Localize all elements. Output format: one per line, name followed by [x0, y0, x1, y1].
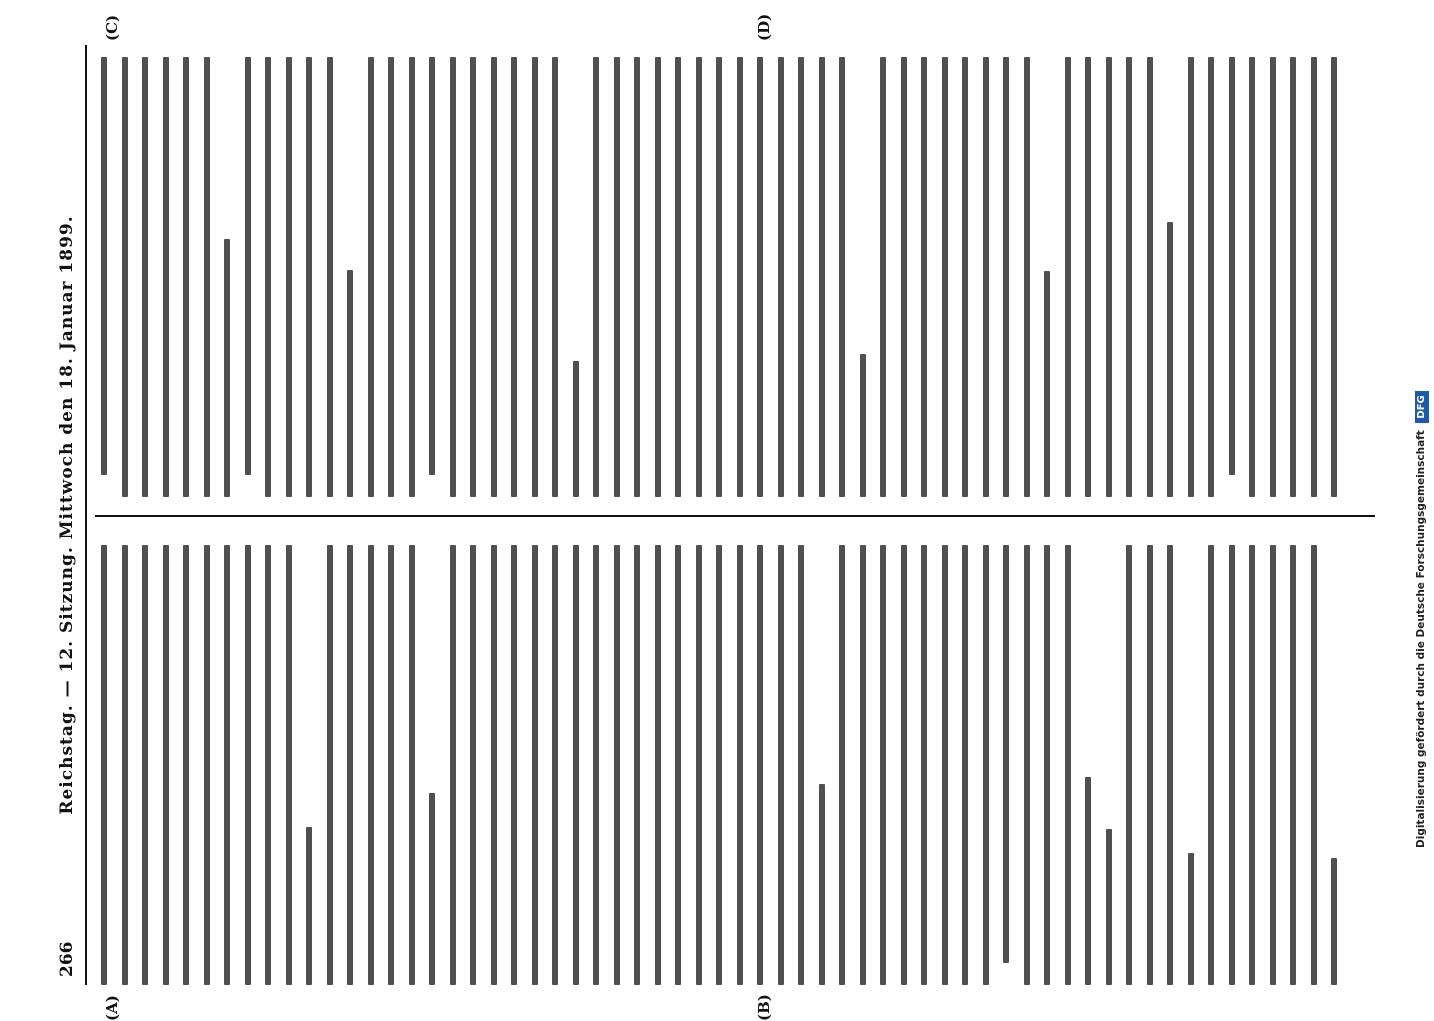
- text-line: [778, 57, 784, 497]
- text-line: [716, 545, 722, 985]
- text-line: [327, 57, 333, 497]
- text-line: [1270, 545, 1276, 985]
- text-line: [614, 57, 620, 497]
- text-line: [1044, 272, 1050, 498]
- text-line: [1331, 57, 1337, 497]
- text-line: [1290, 545, 1296, 985]
- text-line: [696, 545, 702, 985]
- text-line: [942, 57, 948, 497]
- text-line: [1024, 57, 1030, 497]
- text-line: [1311, 545, 1317, 985]
- text-line: [224, 545, 230, 985]
- text-line: [1147, 545, 1153, 985]
- text-line: [921, 545, 927, 985]
- text-line: [614, 545, 620, 985]
- rotated-document-page: [55, 13, 1385, 1021]
- text-line: [655, 57, 661, 497]
- text-line: [1208, 57, 1214, 497]
- text-line: [1249, 57, 1255, 497]
- text-line: [327, 545, 333, 985]
- text-line: [245, 545, 251, 985]
- digitization-notice: [1410, 8, 1432, 848]
- text-line: [983, 57, 989, 497]
- text-line: [757, 57, 763, 497]
- text-line: [1126, 57, 1132, 497]
- header-rule: [85, 45, 87, 985]
- text-line: [921, 57, 927, 497]
- text-line: [204, 545, 210, 985]
- column-divider: [95, 516, 1375, 518]
- text-line: [880, 57, 886, 497]
- text-line: [101, 57, 107, 475]
- text-line: [1229, 57, 1235, 475]
- text-line: [122, 545, 128, 985]
- text-line: [1188, 57, 1194, 497]
- text-line: [1085, 57, 1091, 497]
- text-line: [819, 57, 825, 497]
- text-line: [901, 545, 907, 985]
- text-line: [450, 57, 456, 497]
- text-line: [716, 57, 722, 497]
- text-line: [675, 57, 681, 497]
- text-line: [265, 545, 271, 985]
- text-column-left: [95, 533, 1375, 985]
- text-line: [142, 545, 148, 985]
- text-line: [163, 545, 169, 985]
- text-line: [245, 57, 251, 475]
- text-line: [798, 545, 804, 985]
- text-line: [306, 827, 312, 985]
- text-line: [1126, 545, 1132, 985]
- text-line: [1003, 545, 1009, 963]
- text-line: [1147, 57, 1153, 497]
- text-line: [1208, 545, 1214, 985]
- text-line: [183, 545, 189, 985]
- text-line: [860, 545, 866, 985]
- text-line: [880, 545, 886, 985]
- text-line: [798, 57, 804, 497]
- text-line: [450, 545, 456, 985]
- text-line: [1290, 57, 1296, 497]
- text-line: [962, 545, 968, 985]
- text-line: [778, 545, 784, 985]
- digitization-notice-label: Digitalisierung gefördert durch die Deutsche Forschungsgemeinschaft: [1415, 430, 1427, 848]
- text-line: [675, 545, 681, 985]
- text-line: [1106, 829, 1112, 985]
- text-line: [573, 545, 579, 985]
- text-line: [429, 793, 435, 985]
- text-line: [839, 545, 845, 985]
- text-line: [1024, 545, 1030, 985]
- margin-letter-a: (A): [103, 995, 121, 1021]
- text-line: [962, 57, 968, 497]
- text-line: [1065, 545, 1071, 985]
- text-line: [347, 270, 353, 497]
- text-line: [388, 545, 394, 985]
- text-line: [286, 545, 292, 985]
- text-line: [142, 57, 148, 497]
- text-line: [163, 57, 169, 497]
- text-line: [265, 57, 271, 497]
- text-line: [368, 545, 374, 985]
- text-line: [122, 57, 128, 497]
- text-line: [983, 545, 989, 985]
- text-line: [1003, 57, 1009, 497]
- text-line: [1188, 853, 1194, 985]
- text-line: [860, 354, 866, 497]
- dfg-logo: DFG: [1415, 391, 1429, 422]
- text-column-right: [95, 45, 1375, 497]
- text-line: [409, 545, 415, 985]
- margin-letter-d: (D): [755, 13, 773, 41]
- page-running-title: Reichstag. — 12. Sitzung. Mittwoch den 18. Januar 1899.: [57, 215, 77, 815]
- text-line: [1044, 545, 1050, 985]
- text-line: [1167, 545, 1173, 985]
- text-line: [224, 239, 230, 497]
- text-line: [901, 57, 907, 497]
- digitization-notice-text: [1410, 8, 1432, 848]
- text-line: [511, 57, 517, 497]
- page-number: 266: [57, 941, 77, 977]
- text-line: [1106, 57, 1112, 497]
- text-line: [429, 57, 435, 475]
- text-line: [593, 545, 599, 985]
- text-line: [347, 545, 353, 985]
- text-line: [306, 57, 312, 497]
- text-line: [532, 545, 538, 985]
- text-line: [101, 545, 107, 985]
- text-line: [409, 57, 415, 497]
- text-line: [1167, 222, 1173, 497]
- text-line: [696, 57, 702, 497]
- text-line: [737, 545, 743, 985]
- text-line: [634, 57, 640, 497]
- text-line: [470, 57, 476, 497]
- text-line: [491, 57, 497, 497]
- text-line: [511, 545, 517, 985]
- text-line: [286, 57, 292, 497]
- margin-letter-c: (C): [103, 14, 121, 41]
- text-line: [634, 545, 640, 985]
- text-line: [1331, 858, 1337, 985]
- text-line: [819, 784, 825, 985]
- text-line: [1085, 777, 1091, 985]
- text-line: [839, 57, 845, 497]
- text-line: [470, 545, 476, 985]
- text-line: [942, 545, 948, 985]
- text-line: [552, 545, 558, 985]
- text-line: [532, 57, 538, 497]
- text-line: [368, 57, 374, 497]
- text-line: [757, 545, 763, 985]
- margin-letter-b: (B): [755, 994, 773, 1021]
- text-line: [655, 545, 661, 985]
- text-line: [491, 545, 497, 985]
- text-line: [573, 361, 579, 497]
- text-line: [1311, 57, 1317, 497]
- text-line: [388, 57, 394, 497]
- text-line: [183, 57, 189, 497]
- text-line: [737, 57, 743, 497]
- text-line: [1270, 57, 1276, 497]
- text-line: [593, 57, 599, 497]
- text-line: [1065, 57, 1071, 497]
- text-line: [1249, 545, 1255, 985]
- text-line: [204, 57, 210, 497]
- text-line: [552, 57, 558, 497]
- page-header: [55, 45, 81, 985]
- text-line: [1229, 545, 1235, 985]
